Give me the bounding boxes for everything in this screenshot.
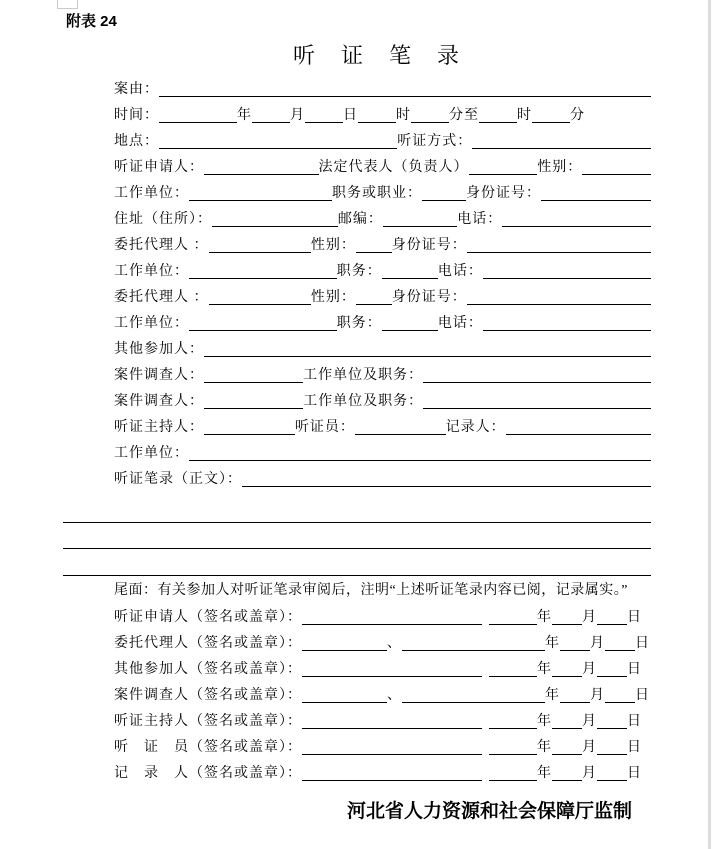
separator: 、: [387, 636, 402, 651]
field-label: 委托代理人 ：: [114, 238, 209, 253]
separator: 、: [387, 688, 402, 703]
blank-field: [204, 381, 303, 383]
date-unit-label: 年: [537, 662, 552, 677]
margin-corner-mark: [57, 0, 78, 9]
signature-blank-field: [402, 649, 497, 651]
field-label: 分至: [449, 108, 479, 123]
date-blank-field: [489, 675, 537, 677]
date-blank-field: [552, 753, 582, 755]
row-applicant: [114, 152, 651, 178]
blank-field: [479, 121, 517, 123]
field-label: 法定代表人（负责人）: [318, 160, 469, 175]
field-label: 身份证号：: [391, 290, 467, 305]
field-label: 电话：: [457, 212, 503, 227]
date-blank-field: [497, 701, 545, 703]
blank-field: [383, 225, 457, 227]
signature-blank-field: [302, 623, 482, 625]
field-label: 案件调查人：: [114, 394, 204, 409]
date-blank-field: [597, 779, 627, 781]
date-unit-label: 年: [537, 610, 552, 625]
signature-row-investigator: [114, 680, 650, 706]
signature-label: 听证申请人（签名或盖章）：: [114, 610, 302, 625]
signature-blank-field: [302, 649, 387, 651]
field-label: 分: [570, 108, 585, 123]
blank-field: [252, 121, 290, 123]
row-time: [114, 100, 651, 126]
blank-field: [532, 121, 570, 123]
signature-row-host: [114, 706, 642, 732]
signature-label: 听 证 员（签名或盖章）：: [114, 740, 302, 755]
date-blank-field: [597, 727, 627, 729]
date-unit-label: 月: [590, 636, 605, 651]
date-unit-label: 日: [627, 662, 642, 677]
blank-field: [356, 303, 392, 305]
blank-field: [189, 459, 651, 461]
signature-blank-field: [302, 727, 482, 729]
field-label: 身份证号：: [391, 238, 467, 253]
field-label: 工作单位及职务：: [303, 368, 424, 383]
field-label: 职务或职业：: [332, 186, 422, 201]
row-address: [114, 204, 651, 230]
blank-field: [159, 121, 237, 123]
signature-label: 听证主持人（签名或盖章）：: [114, 714, 302, 729]
date-blank-field: [489, 753, 537, 755]
date-unit-label: 月: [582, 662, 597, 677]
field-label: 性别：: [537, 160, 583, 175]
date-blank-field: [560, 701, 590, 703]
blank-field: [204, 355, 651, 357]
field-label: 职务：: [336, 264, 382, 279]
field-label: 时: [396, 108, 411, 123]
tail-note: 尾面：有关参加人对听证笔录审阅后，注明“上述听证笔录内容已阅，记录属实。”: [114, 583, 628, 598]
date-unit-label: 日: [635, 688, 650, 703]
field-label: 其他参加人：: [114, 342, 204, 357]
signature-label: 案件调查人（签名或盖章）：: [114, 688, 302, 703]
date-blank-field: [552, 675, 582, 677]
signature-blank-field: [302, 779, 482, 781]
row-other-participants: [114, 334, 651, 360]
field-label: 听证方式：: [397, 134, 473, 149]
field-label: 职务：: [336, 316, 382, 331]
field-label: 听证申请人：: [114, 160, 204, 175]
blank-field: [472, 147, 651, 149]
field-label: 电话：: [437, 264, 483, 279]
blank-field: [242, 485, 651, 487]
blank-field: [189, 329, 337, 331]
blank-field: [469, 173, 538, 175]
blank-field: [582, 173, 651, 175]
blank-field: [502, 225, 651, 227]
field-label: 身份证号：: [466, 186, 541, 201]
row-case-cause: [114, 74, 651, 100]
signature-row-agent: [114, 628, 650, 654]
date-unit-label: 年: [545, 636, 560, 651]
row-agent-1-employer: [114, 256, 651, 282]
blank-field: [212, 225, 338, 227]
row-agent-1: [114, 230, 651, 256]
field-label: 记录人：: [445, 420, 506, 435]
field-label: 工作单位：: [114, 446, 189, 461]
signature-label: 记 录 人（签名或盖章）：: [114, 766, 302, 781]
blank-field: [305, 121, 343, 123]
blank-field: [189, 277, 337, 279]
blank-field: [423, 381, 651, 383]
date-blank-field: [605, 701, 635, 703]
signature-row-recorder: [114, 758, 642, 784]
field-label: 年: [237, 108, 252, 123]
blank-field: [411, 121, 449, 123]
date-blank-field: [597, 623, 627, 625]
signature-blank-field: [302, 701, 387, 703]
date-unit-label: 年: [537, 740, 552, 755]
date-blank-field: [552, 623, 582, 625]
signature-row-other-participant: [114, 654, 642, 680]
date-blank-field: [497, 649, 545, 651]
signature-section: [114, 602, 650, 784]
form-body: [114, 74, 651, 490]
row-staff-employer: [114, 438, 651, 464]
row-agent-2-employer: [114, 308, 651, 334]
blank-writing-line: [63, 496, 651, 523]
date-unit-label: 月: [582, 610, 597, 625]
field-label: 月: [290, 108, 305, 123]
field-label: 地点：: [114, 134, 159, 149]
blank-field: [483, 329, 651, 331]
blank-field: [209, 303, 311, 305]
blank-field: [541, 199, 651, 201]
field-label: 工作单位：: [114, 186, 189, 201]
row-location-method: [114, 126, 651, 152]
blank-field: [358, 121, 396, 123]
blank-field: [382, 277, 438, 279]
date-unit-label: 日: [627, 766, 642, 781]
blank-writing-line: [63, 523, 651, 550]
blank-field: [159, 147, 397, 149]
field-label: 案件调查人：: [114, 368, 204, 383]
signature-row-applicant: [114, 602, 642, 628]
blank-field: [204, 433, 295, 435]
row-record-body: [114, 464, 651, 490]
date-unit-label: 日: [627, 610, 642, 625]
date-blank-field: [489, 779, 537, 781]
date-unit-label: 月: [582, 714, 597, 729]
signature-row-hearing-officer: [114, 732, 642, 758]
field-label: 听证员：: [294, 420, 355, 435]
date-unit-label: 日: [627, 740, 642, 755]
blank-field: [467, 251, 651, 253]
date-unit-label: 月: [582, 740, 597, 755]
blank-field: [382, 329, 438, 331]
field-label: 工作单位：: [114, 316, 189, 331]
date-blank-field: [489, 623, 537, 625]
field-label: 时: [517, 108, 532, 123]
field-label: 日: [343, 108, 358, 123]
blank-field: [356, 251, 392, 253]
date-blank-field: [552, 779, 582, 781]
signature-blank-field: [402, 701, 497, 703]
date-unit-label: 月: [582, 766, 597, 781]
signature-label: 其他参加人（签名或盖章）：: [114, 662, 302, 677]
date-blank-field: [605, 649, 635, 651]
blank-field: [204, 173, 319, 175]
blank-writing-lines: [63, 496, 651, 576]
field-label: 听证笔录（正文）：: [114, 472, 242, 487]
field-label: 住址（住所）：: [114, 212, 212, 227]
date-unit-label: 年: [537, 766, 552, 781]
blank-field: [467, 303, 651, 305]
field-label: 工作单位及职务：: [303, 394, 424, 409]
date-unit-label: 年: [537, 714, 552, 729]
blank-field: [159, 95, 651, 97]
blank-field: [506, 433, 651, 435]
signature-blank-field: [302, 753, 482, 755]
date-blank-field: [552, 727, 582, 729]
date-unit-label: 年: [545, 688, 560, 703]
row-agent-2: [114, 282, 651, 308]
field-label: 电话：: [437, 316, 483, 331]
blank-field: [483, 277, 651, 279]
page-title: 听 证 笔 录: [292, 43, 461, 68]
row-investigator-2: [114, 386, 651, 412]
signature-blank-field: [302, 675, 482, 677]
field-label: 性别：: [310, 238, 356, 253]
blank-field: [355, 433, 446, 435]
row-investigator-1: [114, 360, 651, 386]
blank-field: [422, 199, 466, 201]
row-hearing-staff: [114, 412, 651, 438]
issuing-authority: 河北省人力资源和社会保障厅监制: [346, 801, 632, 822]
blank-field: [423, 407, 651, 409]
blank-field: [189, 199, 332, 201]
field-label: 邮编：: [337, 212, 383, 227]
field-label: 听证主持人：: [114, 420, 204, 435]
field-label: 工作单位：: [114, 264, 189, 279]
blank-writing-line: [63, 549, 651, 576]
field-label: 时间：: [114, 108, 159, 123]
field-label: 案由：: [114, 82, 159, 97]
date-blank-field: [597, 753, 627, 755]
blank-field: [204, 407, 303, 409]
field-label: 性别：: [310, 290, 356, 305]
signature-label: 委托代理人（签名或盖章）：: [114, 636, 302, 651]
window-right-edge: [708, 0, 711, 849]
date-unit-label: 日: [627, 714, 642, 729]
blank-field: [209, 251, 311, 253]
row-applicant-employer: [114, 178, 651, 204]
date-blank-field: [489, 727, 537, 729]
date-blank-field: [560, 649, 590, 651]
date-unit-label: 日: [635, 636, 650, 651]
date-blank-field: [597, 675, 627, 677]
appendix-label: 附表 24: [66, 13, 117, 30]
date-unit-label: 月: [590, 688, 605, 703]
field-label: 委托代理人 ：: [114, 290, 209, 305]
